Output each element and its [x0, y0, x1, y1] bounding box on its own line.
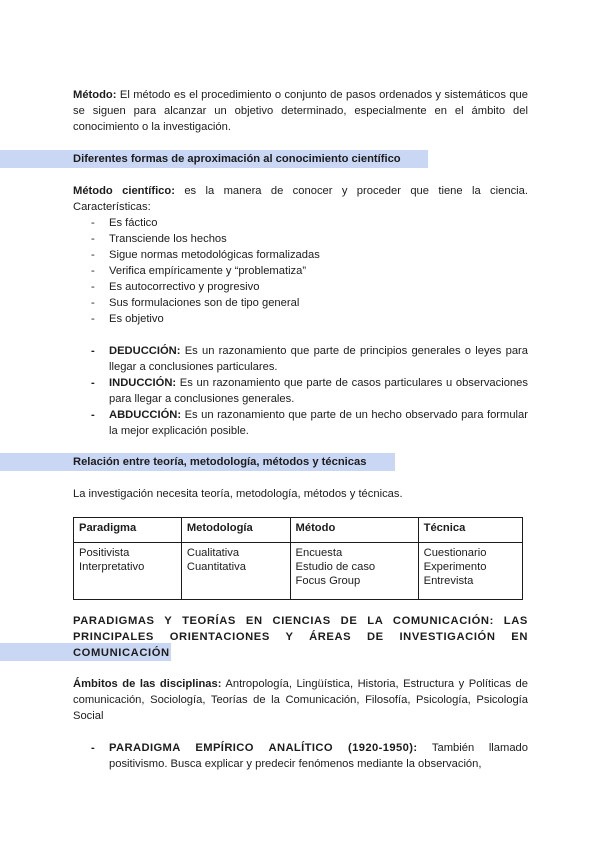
- dash-bullet: -: [91, 281, 95, 293]
- list-item: - ABDUCCIÓN: Es un razonamiento que parte de un hecho observado para formular la mejor explicación posible.: [91, 409, 528, 437]
- razonamientos-block: [73, 343, 528, 439]
- ambitos-label: Ámbitos de las disciplinas:: [73, 678, 222, 690]
- paradigma-empirico-label: PARADIGMA EMPÍRICO ANALÍTICO (1920-1950):: [109, 742, 418, 754]
- caracteristicas-list: [73, 215, 528, 327]
- razonamientos-list: [73, 343, 528, 439]
- section3-heading: PARADIGMAS Y TEORÍAS EN CIENCIAS DE LA COMUNICACIÓN: LAS PRINCIPALES ORIENTACIONES Y ÁREAS DE INVESTIGACIÓN EN COMUNICACIÓN: [73, 615, 528, 659]
- header-metodologia: Metodología: [181, 518, 290, 543]
- header-tecnica: Técnica: [418, 518, 522, 543]
- header-metodo: Método: [290, 518, 418, 543]
- dash-bullet: -: [91, 345, 95, 357]
- paradigma-empirico-block: [73, 740, 528, 772]
- metodo-label: Método:: [73, 89, 117, 101]
- metodo-cientifico-label: Método científico:: [73, 185, 175, 197]
- dash-bullet: -: [91, 249, 95, 261]
- table-header-row: [74, 518, 523, 543]
- section2-heading: Relación entre teoría, metodología, métodos y técnicas: [73, 456, 367, 468]
- dash-bullet: -: [91, 233, 95, 245]
- list-item: - Sus formulaciones son de tipo general: [91, 297, 300, 309]
- list-item: - Transciende los hechos: [91, 233, 227, 245]
- list-item: - Sigue normas metodológicas formalizadas: [91, 249, 320, 261]
- dash-bullet: -: [91, 313, 95, 325]
- list-item: - Es objetivo: [91, 313, 164, 325]
- deduccion-label: DEDUCCIÓN:: [109, 345, 181, 357]
- metodo-cientifico-text: es la manera de conocer y proceder que tiene la ciencia. Características:: [73, 185, 528, 213]
- induccion-label: INDUCCIÓN:: [109, 377, 177, 389]
- abduccion-label: ABDUCCIÓN:: [109, 409, 182, 421]
- dash-bullet: -: [91, 297, 95, 309]
- section1-heading: Diferentes formas de aproximación al conocimiento científico: [73, 153, 401, 165]
- cell-tecnica: Cuestionario Experimento Entrevista: [418, 543, 522, 600]
- list-item: - Verifica empíricamente y “problematiza”: [91, 265, 307, 277]
- cell-paradigma: Positivista Interpretativo: [74, 543, 182, 600]
- dash-bullet: -: [91, 217, 95, 229]
- dash-bullet: -: [91, 742, 95, 754]
- dash-bullet: -: [91, 265, 95, 277]
- metodo-paragraph: [73, 87, 528, 135]
- ambitos-paragraph: [73, 676, 528, 724]
- section2-intro: La investigación necesita teoría, metodología, métodos y técnicas.: [73, 488, 403, 500]
- header-paradigma: Paradigma: [74, 518, 182, 543]
- list-item: - INDUCCIÓN: Es un razonamiento que parte de casos particulares u observaciones para llegar a conclusiones generales.: [91, 377, 528, 405]
- cell-metodologia: Cualitativa Cuantitativa: [181, 543, 290, 600]
- list-item: - DEDUCCIÓN: Es un razonamiento que parte de principios generales o leyes para llegar a conclusiones particulares.: [91, 345, 528, 373]
- ambitos-text: Antropología, Lingüística, Historia, Estructura y Políticas de comunicación, Sociología, Teorías de la Comunicación, Filosofía, Psicología, Psicología Social: [73, 678, 528, 722]
- metodo-text: El método es el procedimiento o conjunto de pasos ordenados y sistemáticos que se siguen para alcanzar un objetivo determinado, especialmente en el ámbito del conocimiento o la investigación.: [73, 89, 528, 133]
- table-row: [74, 543, 523, 600]
- dash-bullet: -: [91, 409, 95, 421]
- dash-bullet: -: [91, 377, 95, 389]
- list-item: - Es fáctico: [91, 217, 158, 229]
- list-item: - Es autocorrectivo y progresivo: [91, 281, 260, 293]
- cell-metodo: Encuesta Estudio de caso Focus Group: [290, 543, 418, 600]
- relacion-table: [73, 517, 523, 600]
- list-item: - PARADIGMA EMPÍRICO ANALÍTICO (1920-1950): También llamado positivismo. Busca explicar y predecir fenómenos mediante la observación,: [91, 742, 529, 770]
- metodo-cientifico-block: [73, 183, 528, 327]
